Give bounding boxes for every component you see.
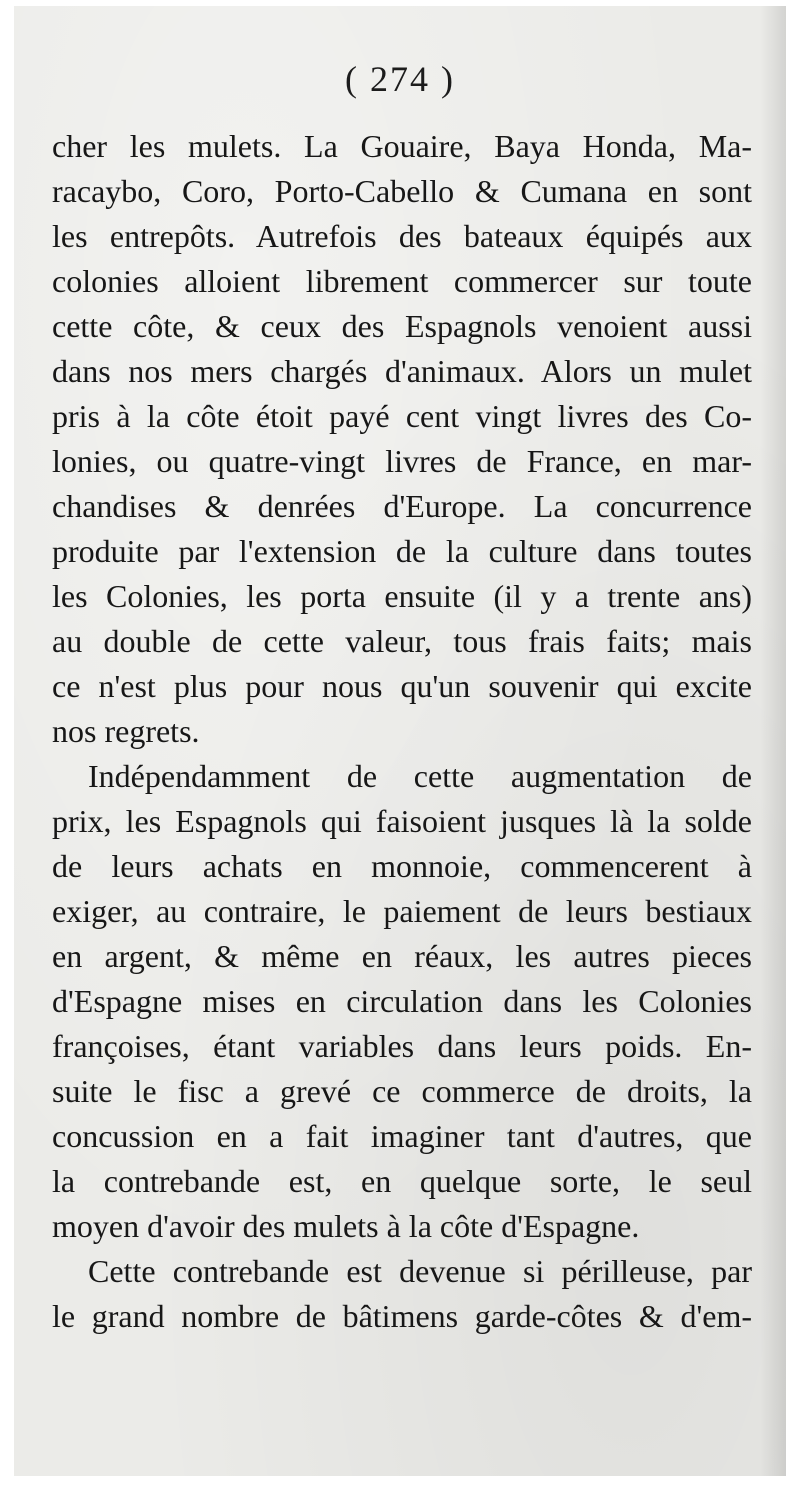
body-text	[52, 124, 752, 1339]
text-line: la contrebande est, en quelque sorte, le seul	[52, 1163, 752, 1199]
text-line: lonies, ou quatre-vingt livres de France, en mar-	[52, 443, 752, 479]
text-line: françoises, étant variables dans leurs poids. En-	[52, 1028, 752, 1064]
text-line: prix, les Espagnols qui faisoient jusques là la solde	[52, 803, 752, 839]
text-line: concussion en a fait imaginer tant d'autres, que	[52, 1118, 752, 1154]
text-line: dans nos mers chargés d'animaux. Alors un mulet	[52, 353, 752, 389]
text-line: racaybo, Coro, Porto-Cabello & Cumana en sont	[52, 173, 752, 209]
text-line: de leurs achats en monnoie, commencerent à	[52, 848, 752, 884]
text-line: le grand nombre de bâtimens garde-côtes & d'em-	[52, 1298, 752, 1334]
text-line: chandises & denrées d'Europe. La concurrence	[52, 488, 752, 524]
text-line: pris à la côte étoit payé cent vingt livres des Co-	[52, 398, 752, 434]
text-line: ce n'est plus pour nous qu'un souvenir qui excite	[52, 668, 752, 704]
text-line: cher les mulets. La Gouaire, Baya Honda, Ma-	[52, 128, 752, 164]
text-line: d'Espagne mises en circulation dans les Colonies	[52, 983, 752, 1019]
text-line: colonies alloient librement commercer sur toute	[52, 263, 752, 299]
text-line: les Colonies, les porta ensuite (il y a trente ans)	[52, 578, 752, 614]
paragraph-end-line: nos regrets.	[52, 713, 200, 749]
text-line: au double de cette valeur, tous frais faits; mais	[52, 623, 752, 659]
page-edge-shadow	[760, 6, 786, 1476]
text-line: en argent, & même en réaux, les autres pieces	[52, 938, 752, 974]
page-number: ( 274 )	[345, 59, 455, 99]
book-page	[14, 6, 786, 1476]
paragraph-start-line: Indépendamment de cette augmentation de	[88, 758, 752, 794]
paragraph-end-line: moyen d'avoir des mulets à la côte d'Espagne.	[52, 1208, 640, 1244]
text-line: les entrepôts. Autrefois des bateaux équipés aux	[52, 218, 752, 254]
text-line: exiger, au contraire, le paiement de leurs bestiaux	[52, 893, 752, 929]
text-line: suite le fisc a grevé ce commerce de droits, la	[52, 1073, 752, 1109]
text-line: produite par l'extension de la culture dans toutes	[52, 533, 752, 569]
paragraph-start-line: Cette contrebande est devenue si périlleuse, par	[88, 1253, 752, 1289]
text-line: cette côte, & ceux des Espagnols venoient aussi	[52, 308, 752, 344]
